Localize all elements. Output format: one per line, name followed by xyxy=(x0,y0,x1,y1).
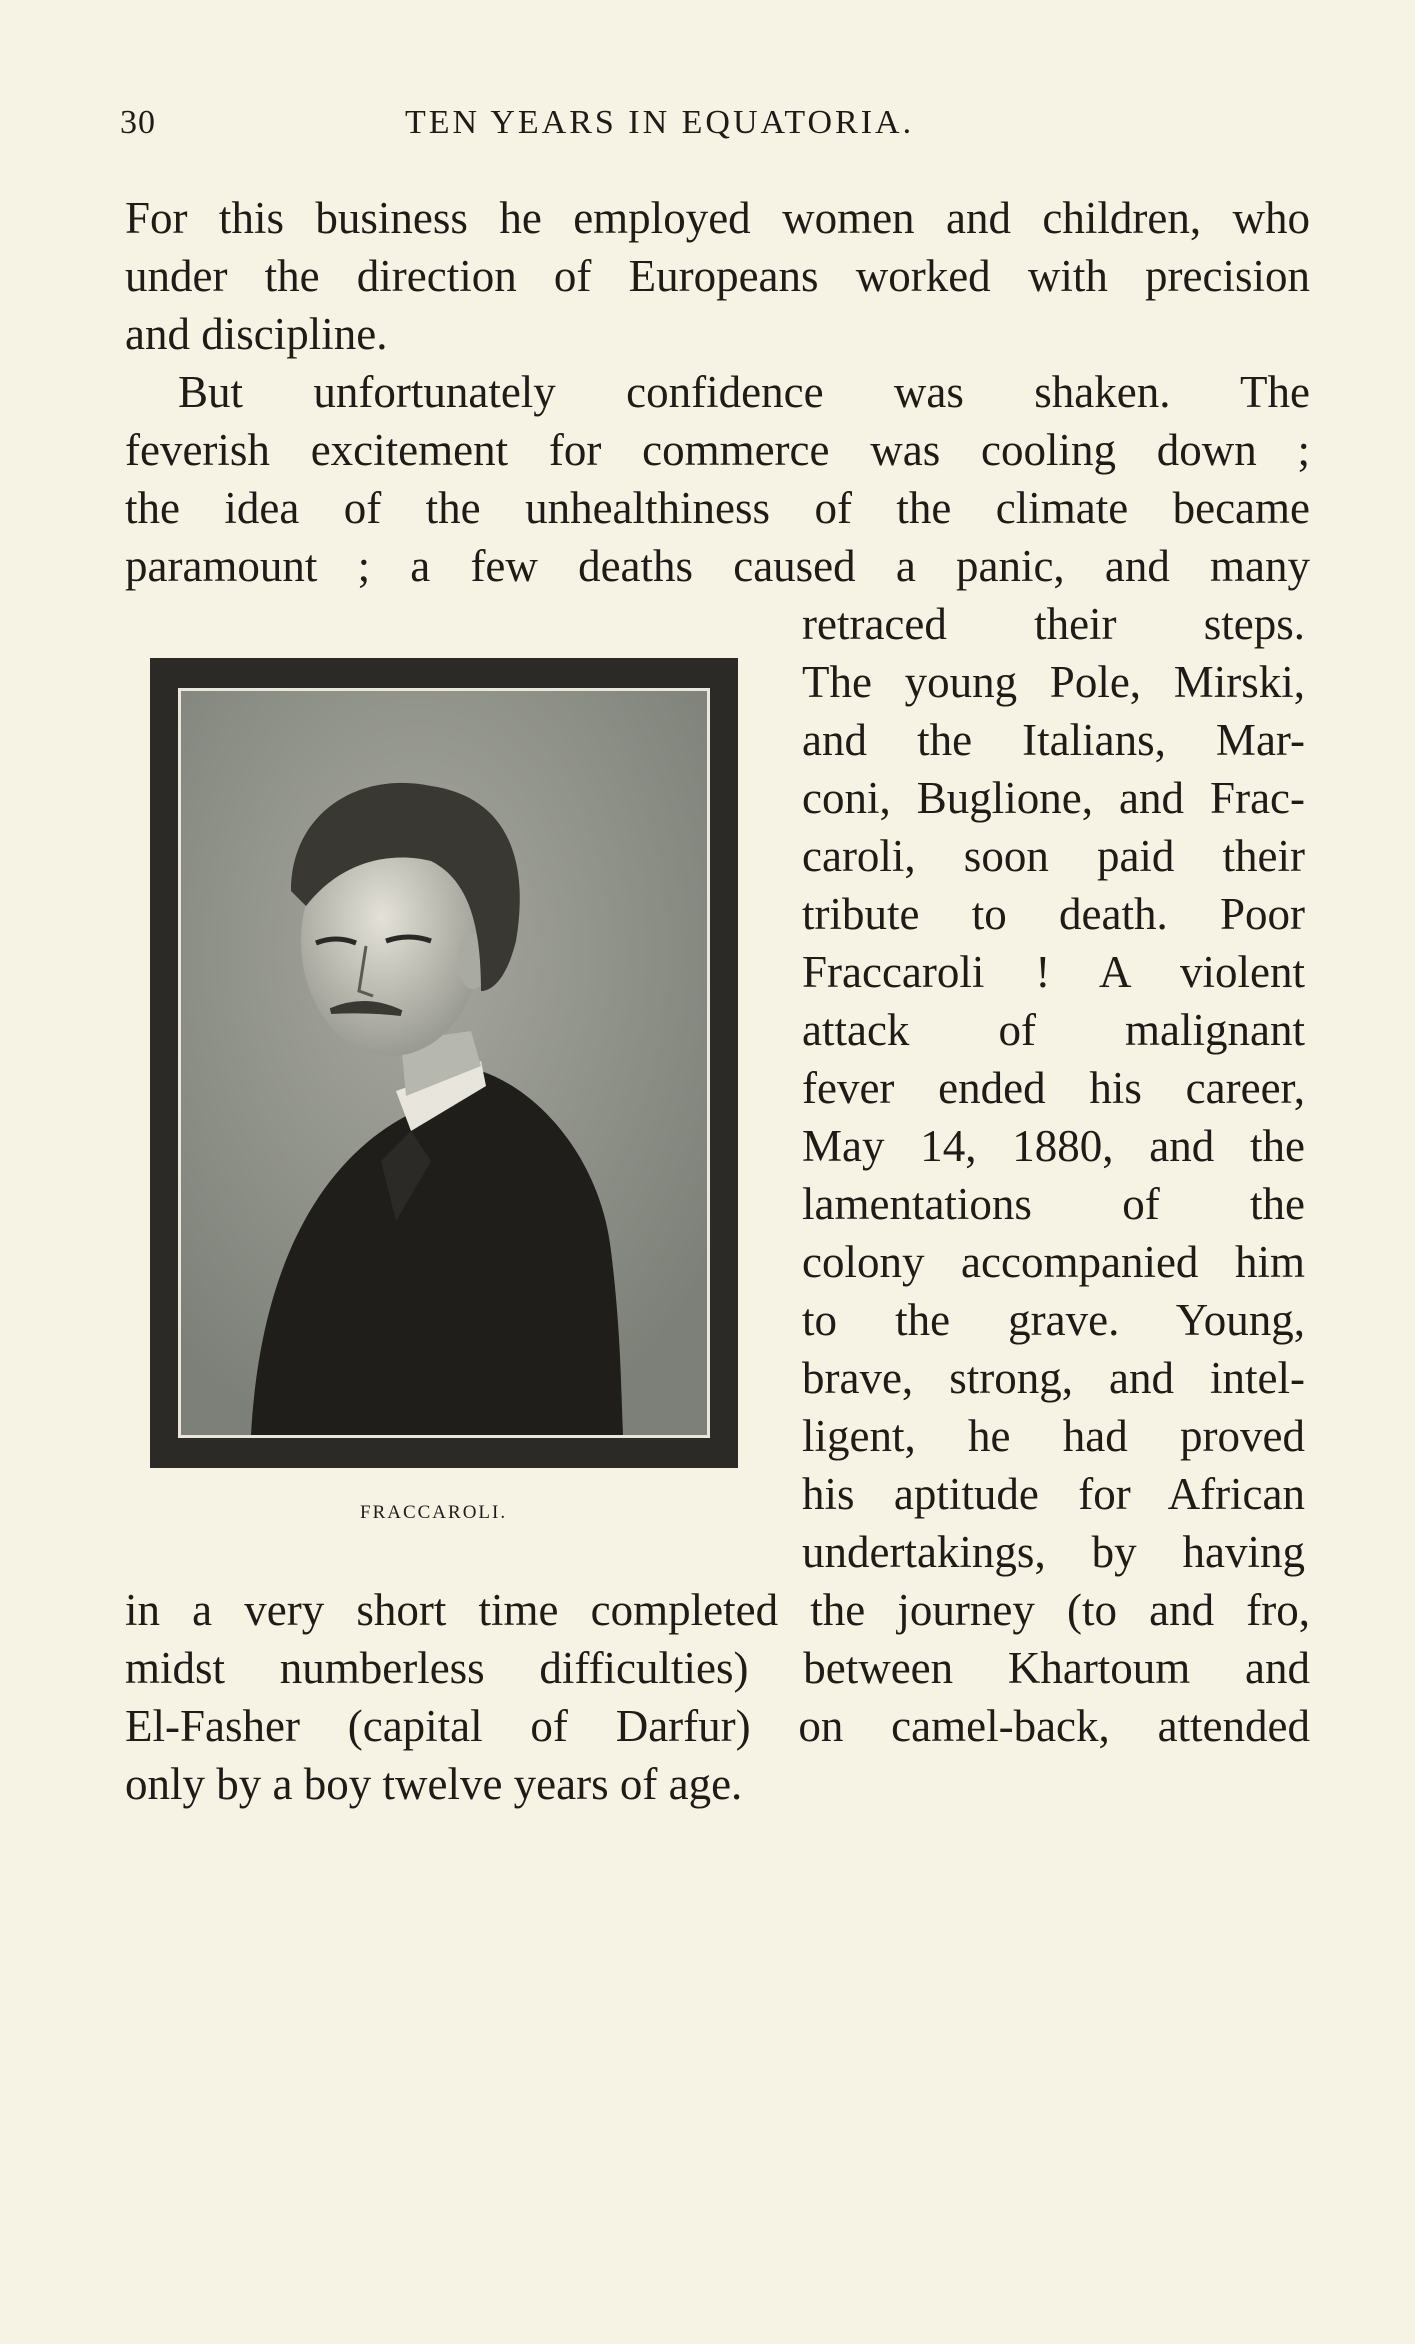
text-line: caroli, soon paid their xyxy=(802,831,1305,881)
text-line: colony accompanied him xyxy=(802,1237,1305,1287)
text-line: only by a boy twelve years of age. xyxy=(125,1759,743,1809)
page-number: 30 xyxy=(120,104,156,141)
text-line: fever ended his career, xyxy=(802,1063,1305,1113)
text-line: his aptitude for African xyxy=(802,1469,1305,1519)
text-line: attack of malignant xyxy=(802,1005,1305,1055)
text-line: to the grave. Young, xyxy=(802,1295,1305,1345)
running-title: TEN YEARS IN EQUATORIA. xyxy=(405,104,915,141)
text-line: retraced their steps. xyxy=(802,599,1305,649)
text-line: ligent, he had proved xyxy=(802,1411,1305,1461)
text-line: paramount ; a few deaths caused a panic, and many xyxy=(125,541,1310,591)
text-line: For this business he employed women and children, who xyxy=(125,193,1310,243)
text-line: May 14, 1880, and the xyxy=(802,1121,1305,1171)
running-head xyxy=(120,104,1320,152)
text-line: undertakings, by having xyxy=(802,1527,1305,1577)
text-line: tribute to death. Poor xyxy=(802,889,1305,939)
text-line: coni, Buglione, and Frac- xyxy=(802,773,1305,823)
text-line: brave, strong, and intel- xyxy=(802,1353,1305,1403)
text-line: midst numberless difficulties) between Khartoum and xyxy=(125,1643,1310,1693)
text-line: and the Italians, Mar- xyxy=(802,715,1305,765)
text-line: El-Fasher (capital of Darfur) on camel-back, attended xyxy=(125,1701,1310,1751)
text-line: in a very short time completed the journey (to and fro, xyxy=(125,1585,1310,1635)
text-line: lamentations of the xyxy=(802,1179,1305,1229)
portrait-image xyxy=(178,688,710,1438)
text-line: But unfortunately confidence was shaken. The xyxy=(178,367,1310,417)
text-line: under the direction of Europeans worked with precision xyxy=(125,251,1310,301)
text-line: The young Pole, Mirski, xyxy=(802,657,1305,707)
text-line: the idea of the unhealthiness of the climate became xyxy=(125,483,1310,533)
portrait-figure xyxy=(150,658,738,1468)
text-line: Fraccaroli ! A violent xyxy=(802,947,1305,997)
text-line: feverish excitement for commerce was cooling down ; xyxy=(125,425,1310,475)
text-line: and discipline. xyxy=(125,309,388,359)
figure-caption: FRACCAROLI. xyxy=(360,1502,508,1523)
